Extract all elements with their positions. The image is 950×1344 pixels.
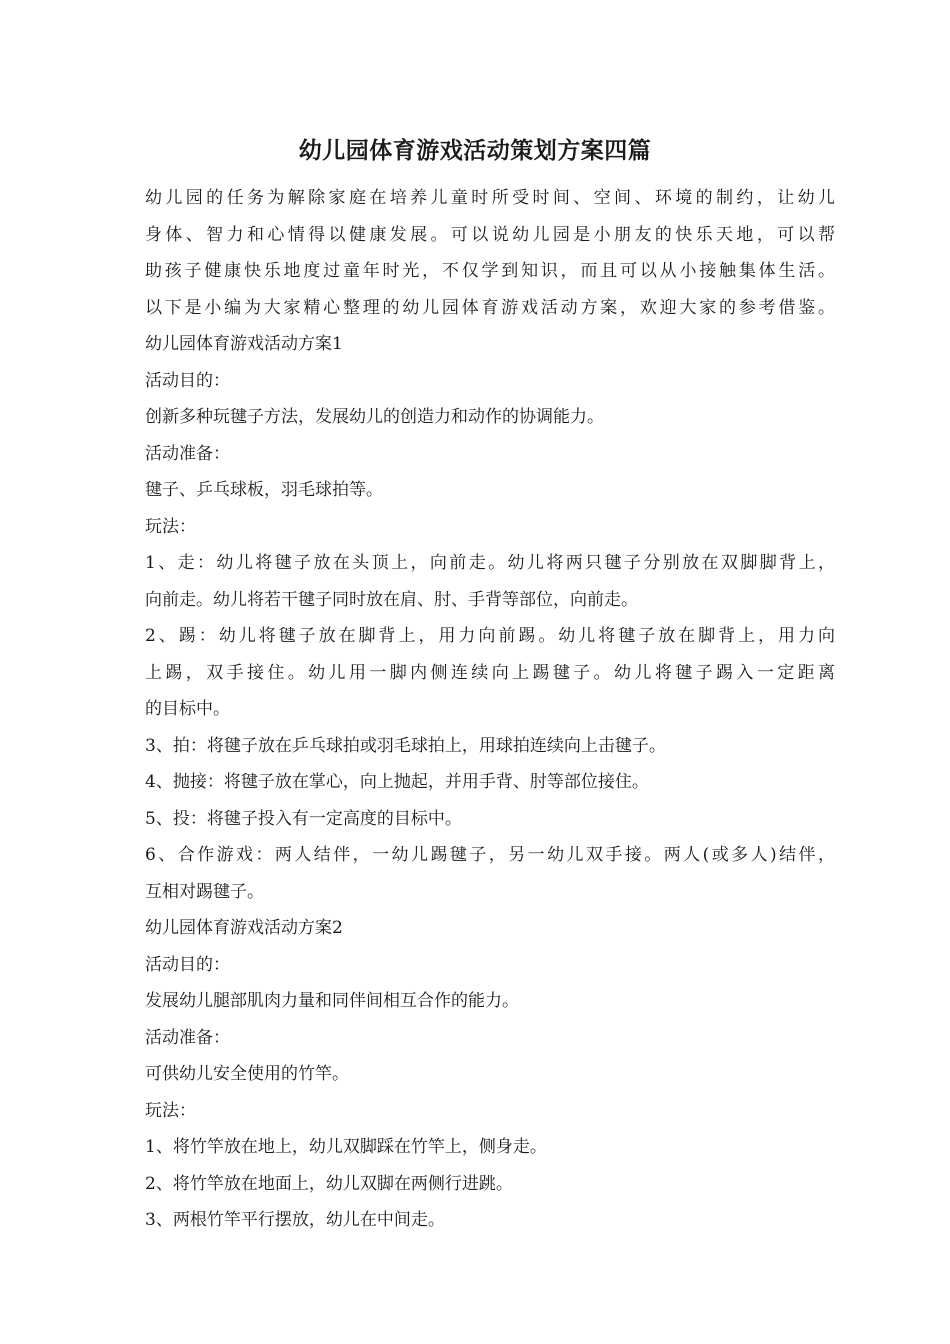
paragraph-line: 毽子、乒乓球板，羽毛球拍等。 (145, 480, 383, 500)
paragraph-line: 5、投：将毽子投入有一定高度的目标中。 (145, 808, 462, 829)
paragraph-line: 互相对踢毽子。 (145, 881, 264, 902)
paragraph-line: 向前走。幼儿将若干毽子同时放在肩、肘、手背等部位，向前走。 (145, 589, 638, 610)
paragraph-line: 3、两根竹竿平行摆放，幼儿在中间走。 (145, 1210, 445, 1230)
document-body (145, 180, 835, 1239)
paragraph-line: 玩法： (145, 516, 196, 537)
paragraph-line: 4、抛接：将毽子放在掌心，向上抛起，并用手背、肘等部位接住。 (145, 772, 649, 792)
paragraph-line: 可供幼儿安全使用的竹竿。 (145, 1064, 349, 1084)
paragraph-line: 创新多种玩毽子方法，发展幼儿的创造力和动作的协调能力。 (145, 407, 604, 427)
paragraph-line: 活动目的： (145, 954, 230, 975)
paragraph-line: 1、将竹竿放在地上，幼儿双脚踩在竹竿上，侧身走。 (145, 1137, 547, 1157)
paragraph-line: 发展幼儿腿部肌肉力量和同伴间相互合作的能力。 (145, 991, 519, 1011)
paragraph-line: 上踢，双手接住。幼儿用一脚内侧连续向上踢毽子。幼儿将毽子踢入一定距离 (145, 662, 835, 683)
paragraph-line: 活动目的： (145, 370, 230, 391)
paragraph-line: 的目标中。 (145, 699, 230, 719)
paragraph-line: 幼儿园体育游戏活动方案2 (145, 918, 343, 938)
paragraph-line: 活动准备： (145, 1027, 230, 1048)
paragraph-line: 身体、智力和心情得以健康发展。可以说幼儿园是小朋友的快乐天地，可以帮 (145, 224, 835, 245)
paragraph-line: 助孩子健康快乐地度过童年时光，不仅学到知识，而且可以从小接触集体生活。 (145, 261, 835, 281)
paragraph-line: 1、走：幼儿将毽子放在头顶上，向前走。幼儿将两只毽子分别放在双脚脚背上， (145, 553, 835, 573)
paragraph-line: 以下是小编为大家精心整理的幼儿园体育游戏活动方案，欢迎大家的参考借鉴。 (145, 297, 835, 318)
paragraph-line: 活动准备： (145, 443, 230, 464)
paragraph-line: 6、合作游戏：两人结伴，一幼儿踢毽子，另一幼儿双手接。两人(或多人)结伴， (145, 845, 835, 865)
paragraph-line: 幼儿园体育游戏活动方案1 (145, 334, 343, 354)
paragraph-line: 玩法： (145, 1100, 196, 1121)
paragraph-line: 幼儿园的任务为解除家庭在培养儿童时所受时间、空间、环境的制约，让幼儿 (145, 188, 835, 208)
document-title: 幼儿园体育游戏活动策划方案四篇 (298, 137, 652, 164)
paragraph-line: 2、将竹竿放在地面上，幼儿双脚在两侧行进跳。 (145, 1173, 513, 1194)
paragraph-line: 2、踢：幼儿将毽子放在脚背上，用力向前踢。幼儿将毽子放在脚背上，用力向 (145, 626, 835, 646)
paragraph-line: 3、拍：将毽子放在乒乓球拍或羽毛球拍上，用球拍连续向上击毽子。 (145, 735, 666, 756)
